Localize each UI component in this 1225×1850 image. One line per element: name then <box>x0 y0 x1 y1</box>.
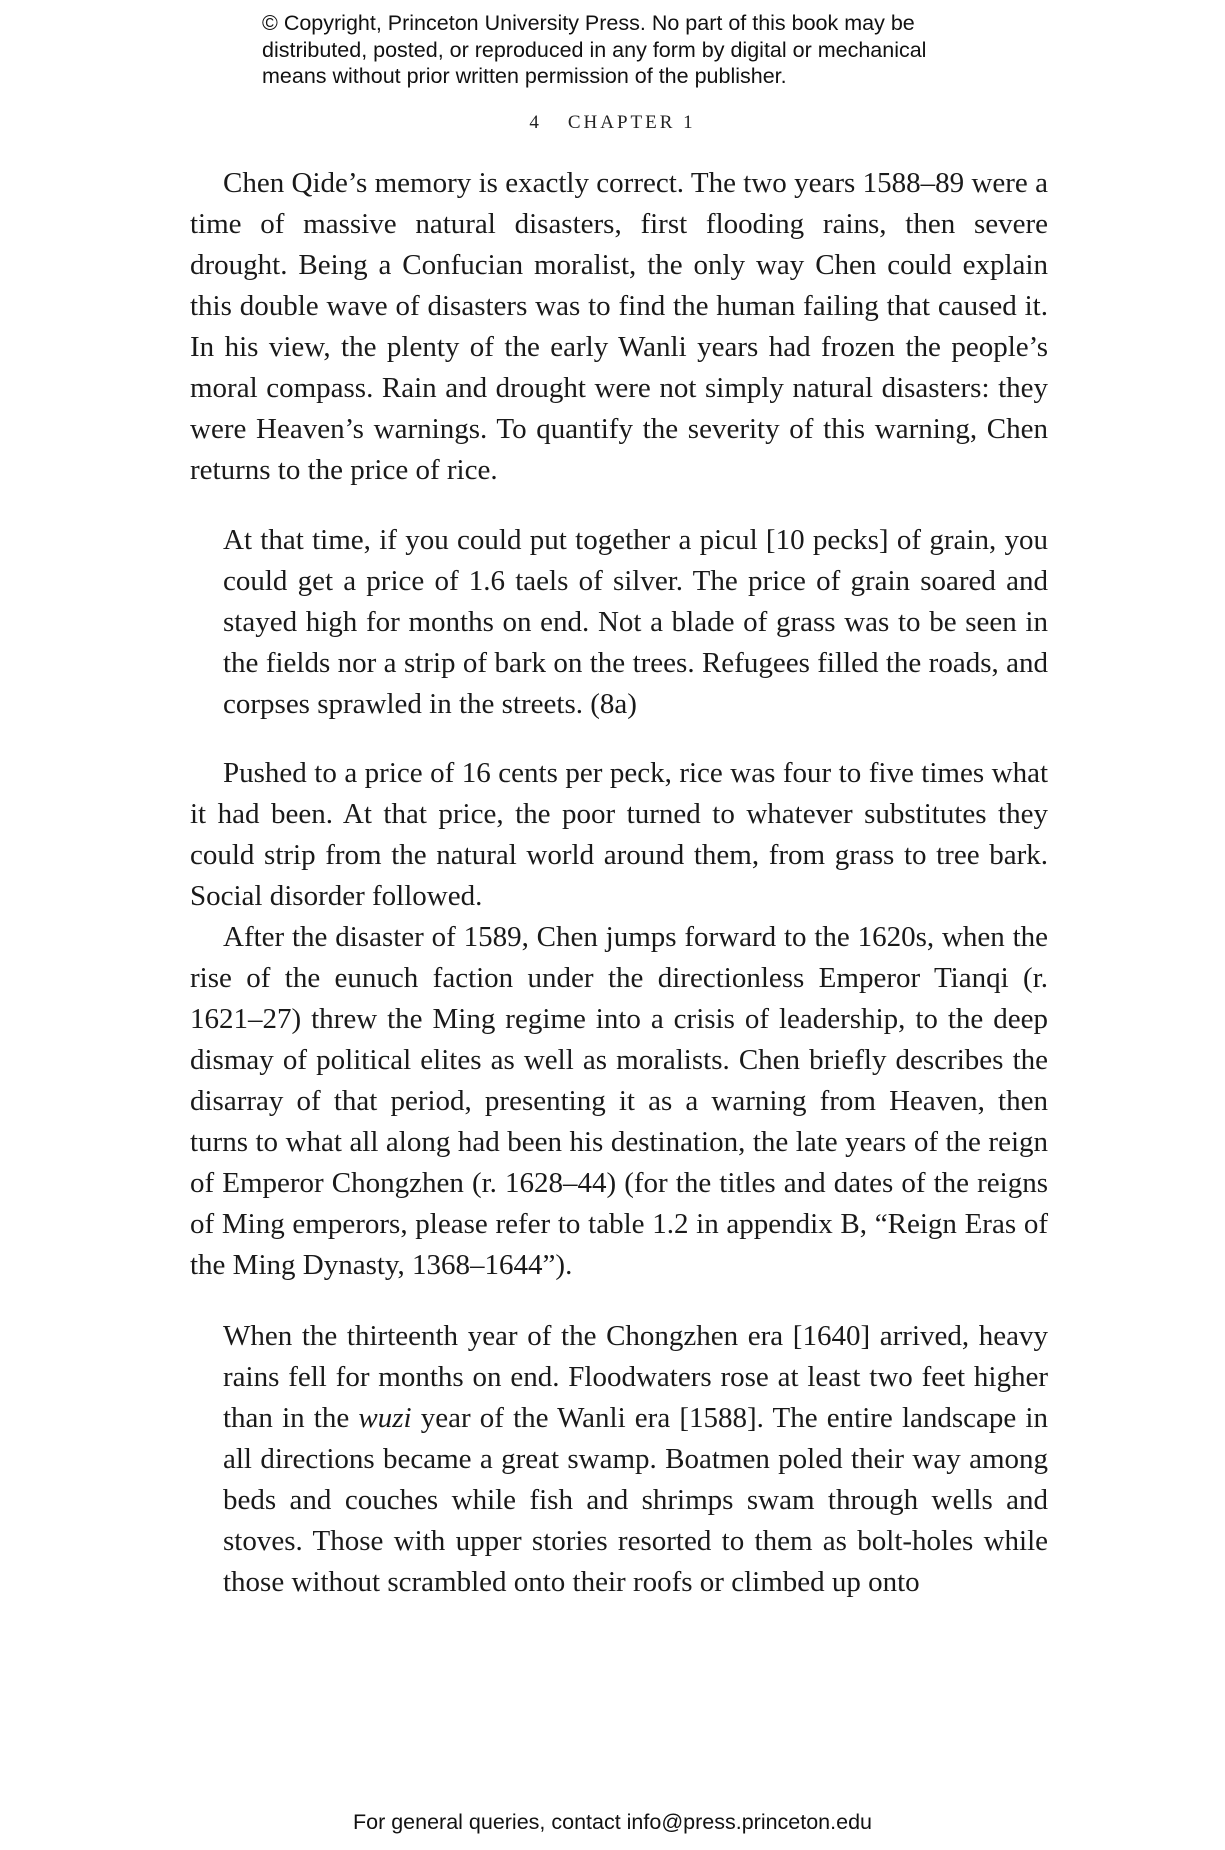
paragraph-text: Chen Qide’s memory is exactly correct. The two years 1588–89 were a time of massive natural disasters, first flooding rains, then severe drought. Being a Confucian moralist, the only way Chen could explain this double wave of disasters was to find the human failing that caused it. In his view, the plenty of the early Wanli years had frozen the people’s moral compass. Rain and drought were not simply natural disasters: they were Heaven’s warnings. To quantify the severity of this warning, Chen returns to the price of rice. <box>190 167 1048 486</box>
quote-text: At that time, if you could put together a picul [10 pecks] of grain, you could get a price of 1.6 taels of silver. The price of grain soared and stayed high for months on end. Not a blade of grass was to be seen in the fields nor a strip of bark on the trees. Refugees filled the roads, and corpses sprawled in the streets. (8a) <box>223 524 1048 720</box>
quote-text-part: year of the Wanli era [1588]. The entire landscape in all directions became a great swamp. Boatmen poled their way among beds and couches while fish and shrimps swam through wells and stoves. Those with upper stories resorted to them as bolt-holes while those without scrambled onto their roofs or climbed up onto <box>223 1402 1048 1598</box>
paragraph-text: After the disaster of 1589, Chen jumps forward to the 1620s, when the rise of the eunuch faction under the directionless Emperor Tianqi (r. 1621–27) threw the Ming regime into a crisis of leadership, to the deep dismay of political elites as well as moralists. Chen briefly describes the disarray of that period, presenting it as a warning from Heaven, then turns to what all along had been his destination, the late years of the reign of Emperor Chongzhen (r. 1628–44) (for the titles and dates of the reigns of Ming emperors, please refer to table 1.2 in appendix B, “Reign Eras of the Ming Dynasty, 1368–1644”). <box>190 921 1048 1281</box>
quote-text-part: When the thirteenth year of the Chongzhen era [1640] arrived, heavy rains fell for months on end. Floodwaters rose at least two feet higher than in the <box>223 1320 1048 1434</box>
copyright-line: distributed, posted, or reproduced in any form by digital or mechanical <box>262 37 927 62</box>
body-paragraph-2 <box>190 753 1048 1286</box>
paragraph-text: Pushed to a price of 16 cents per peck, rice was four to five times what it had been. At that price, the poor turned to whatever substitutes they could strip from the natural world around them, from grass to tree bark. Social disorder followed. <box>190 757 1048 912</box>
copyright-notice <box>262 10 1022 90</box>
footer-contact: For general queries, contact info@press.princeton.edu <box>352 1810 872 1834</box>
running-head <box>0 112 1225 134</box>
italic-term: wuzi <box>358 1402 412 1434</box>
chapter-label: CHAPTER 1 <box>567 112 696 133</box>
body-paragraph-1 <box>190 163 1048 491</box>
block-quote-1 <box>223 520 1048 725</box>
page-number: 4 <box>529 112 542 133</box>
copyright-line: means without prior written permission of the publisher. <box>262 64 787 88</box>
block-quote-2 <box>223 1316 1048 1603</box>
copyright-line: © Copyright, Princeton University Press. No part of this book may be <box>262 11 915 35</box>
quote-text <box>223 1316 1048 1603</box>
